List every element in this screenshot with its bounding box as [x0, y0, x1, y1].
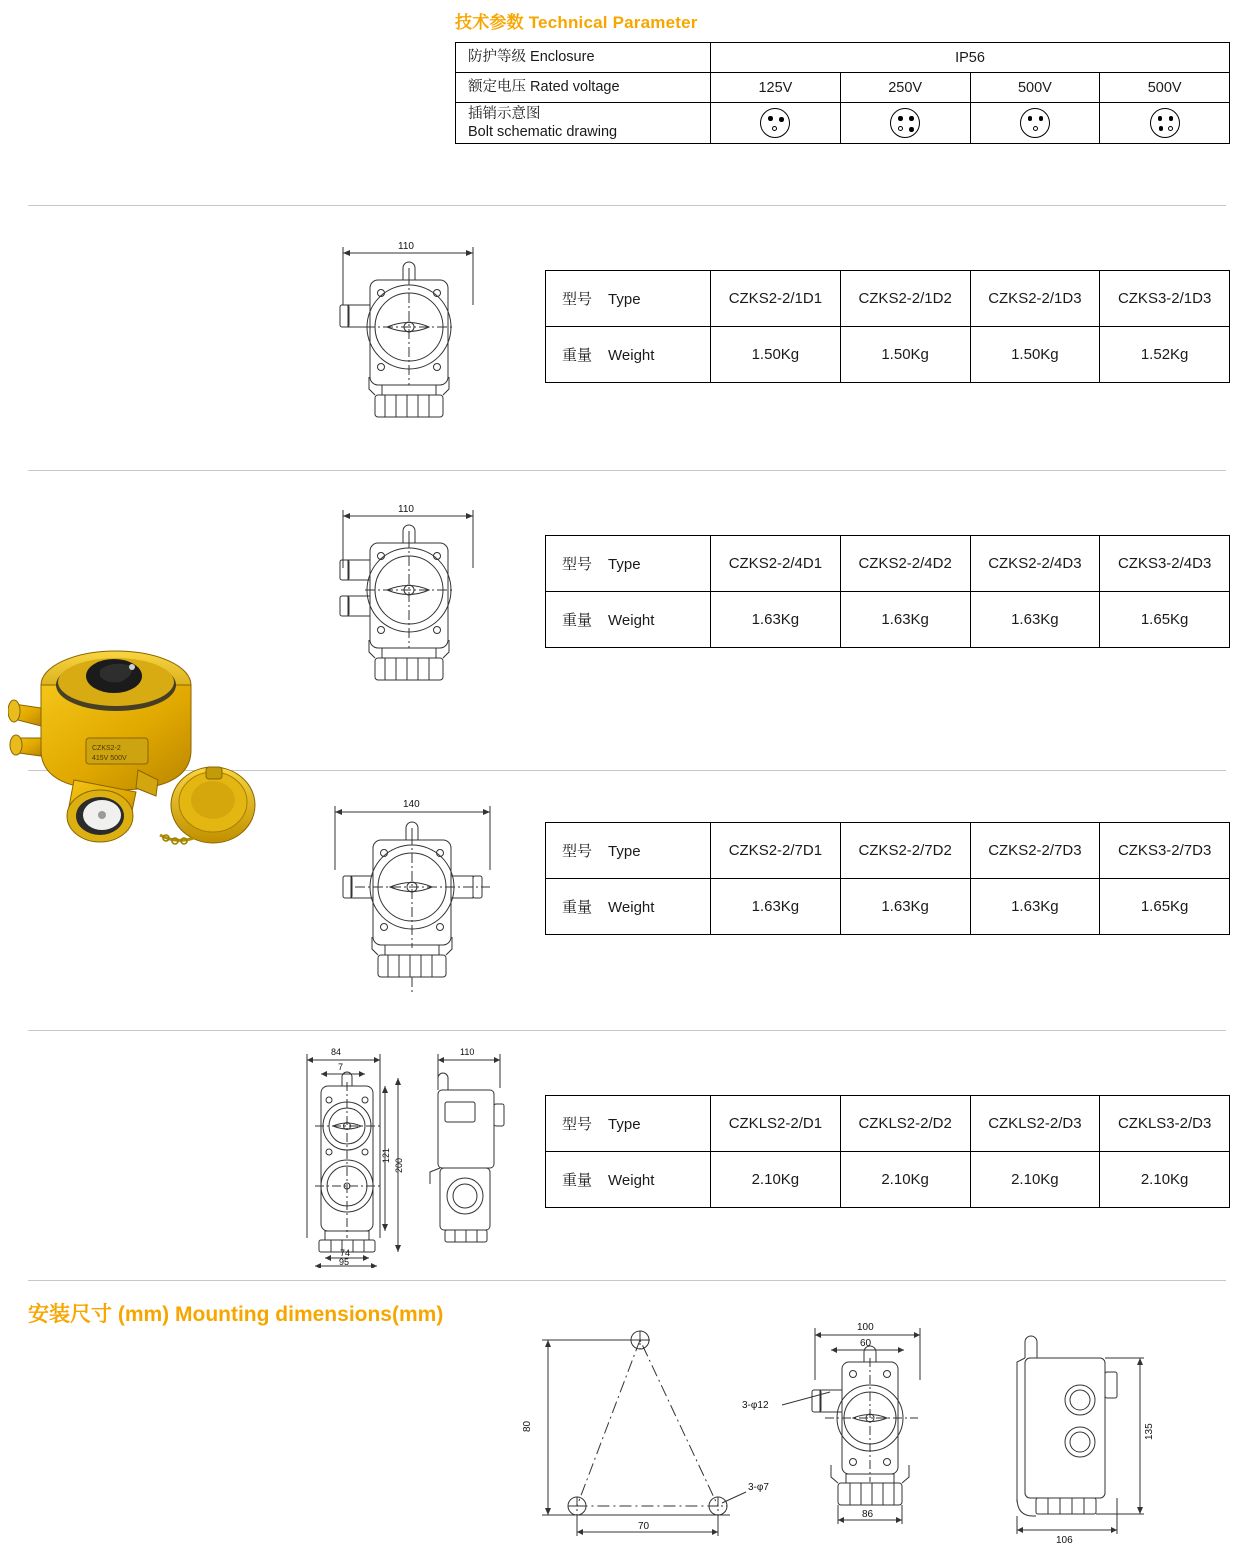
- dimension-label-1: 110: [398, 241, 414, 252]
- type-value: CZKS3-2/7D3: [1100, 823, 1230, 879]
- weight-value: 1.63Kg: [840, 879, 970, 935]
- dim-side-bottom: 106: [1056, 1535, 1073, 1545]
- weight-value: 2.10Kg: [970, 1152, 1100, 1208]
- dimension-label-2: 110: [398, 504, 414, 515]
- type-value: CZKLS2-2/D2: [840, 1096, 970, 1152]
- table-row: [456, 73, 1230, 103]
- dim-hole-note: 3-φ7: [748, 1482, 769, 1493]
- weight-value: 2.10Kg: [711, 1152, 841, 1208]
- type-label-1: 型号 Type: [546, 271, 711, 327]
- weight-value: 2.10Kg: [1100, 1152, 1230, 1208]
- bolt-schematic-cell-3: [970, 103, 1100, 144]
- type-value: CZKS2-2/1D1: [711, 271, 841, 327]
- dim-front-outer: 100: [857, 1322, 874, 1333]
- bolt-schematic-label-en: Bolt schematic drawing: [468, 124, 618, 141]
- type-value: CZKLS3-2/D3: [1100, 1096, 1230, 1152]
- pin-diagram-icon: [1020, 108, 1050, 138]
- weight-value: 1.65Kg: [1100, 879, 1230, 935]
- type-value: CZKS2-2/1D3: [970, 271, 1100, 327]
- enclosure-label: 防护等级 Enclosure: [456, 43, 711, 73]
- weight-label-2: 重量 Weight: [546, 592, 711, 648]
- divider: [28, 470, 1226, 471]
- weight-value: 1.52Kg: [1100, 327, 1230, 383]
- dimension-label-3: 140: [403, 799, 420, 810]
- technical-parameter-table: [455, 42, 1230, 144]
- drawing-block-1: [325, 235, 515, 450]
- table-row: [546, 879, 1230, 935]
- weight-value: 1.50Kg: [840, 327, 970, 383]
- divider: [28, 205, 1226, 206]
- weight-label-3: 重量 Weight: [546, 879, 711, 935]
- table-row: [546, 271, 1230, 327]
- drawing-block-3: [315, 790, 530, 1010]
- dimension-label-7: 7: [338, 1062, 344, 1072]
- type-value: CZKS2-2/7D1: [711, 823, 841, 879]
- type-value: CZKS2-2/1D2: [840, 271, 970, 327]
- rated-voltage-value-3: 500V: [970, 73, 1100, 103]
- mounting-drawings: [520, 1310, 1220, 1545]
- dimension-label-74: 74: [340, 1248, 351, 1258]
- table-row: [546, 536, 1230, 592]
- type-label-4: 型号 Type: [546, 1096, 711, 1152]
- rated-voltage-value-2: 250V: [840, 73, 970, 103]
- dimension-label-121: 121: [381, 1147, 391, 1163]
- pin-diagram-icon: [760, 108, 790, 138]
- dimension-label-95: 95: [339, 1257, 350, 1267]
- table-row: [456, 103, 1230, 144]
- spec-table-2: [545, 535, 1230, 648]
- dim-triangle-height: 80: [522, 1420, 533, 1432]
- dim-front-bottom: 86: [862, 1509, 874, 1520]
- dimension-label-200: 200: [394, 1157, 404, 1173]
- type-value: CZKS2-2/4D3: [970, 536, 1100, 592]
- mounting-dimensions-title: 安装尺寸 (mm) Mounting dimensions(mm): [28, 1303, 444, 1326]
- type-value: CZKS2-2/7D3: [970, 823, 1100, 879]
- dim-front-hole-note: 3-φ12: [742, 1400, 769, 1411]
- weight-value: 1.63Kg: [711, 592, 841, 648]
- type-value: CZKS3-2/1D3: [1100, 271, 1230, 327]
- dim-triangle-base: 70: [638, 1521, 650, 1532]
- type-label-2: 型号 Type: [546, 536, 711, 592]
- bolt-schematic-label-cn: 插销示意图: [468, 106, 541, 122]
- table-row: [546, 1096, 1230, 1152]
- weight-value: 1.63Kg: [970, 592, 1100, 648]
- bolt-schematic-cell-1: [711, 103, 841, 144]
- rated-voltage-value-4: 500V: [1100, 73, 1230, 103]
- pin-diagram-icon: [890, 108, 920, 138]
- dim-front-inner: 60: [860, 1338, 872, 1349]
- weight-label-4: 重量 Weight: [546, 1152, 711, 1208]
- weight-value: 1.65Kg: [1100, 592, 1230, 648]
- type-value: CZKS2-2/4D2: [840, 536, 970, 592]
- weight-value: 2.10Kg: [840, 1152, 970, 1208]
- technical-parameter-title: 技术参数 Technical Parameter: [455, 13, 698, 32]
- spec-table-1: [545, 270, 1230, 383]
- spec-table-3: [545, 822, 1230, 935]
- weight-label-1: 重量 Weight: [546, 327, 711, 383]
- rated-voltage-label: 额定电压 Rated voltage: [456, 73, 711, 103]
- weight-value: 1.63Kg: [970, 879, 1100, 935]
- dim-side-height: 135: [1144, 1423, 1155, 1440]
- table-row: [546, 592, 1230, 648]
- weight-value: 1.63Kg: [840, 592, 970, 648]
- svg-text:CZKS2-2: CZKS2-2: [92, 745, 121, 752]
- svg-text:415V 500V: 415V 500V: [92, 755, 127, 762]
- divider: [28, 1280, 1226, 1281]
- drawing-block-4: [285, 1038, 540, 1268]
- table-row: [546, 1152, 1230, 1208]
- type-value: CZKLS2-2/D3: [970, 1096, 1100, 1152]
- bolt-schematic-cell-4: [1100, 103, 1230, 144]
- rated-voltage-value-1: 125V: [711, 73, 841, 103]
- type-value: CZKS3-2/4D3: [1100, 536, 1230, 592]
- spec-table-4: [545, 1095, 1230, 1208]
- type-value: CZKS2-2/4D1: [711, 536, 841, 592]
- product-photo: [8, 630, 298, 870]
- bolt-schematic-cell-2: [840, 103, 970, 144]
- table-row: [456, 43, 1230, 73]
- type-value: CZKS2-2/7D2: [840, 823, 970, 879]
- dimension-label-84: 84: [331, 1047, 342, 1057]
- weight-value: 1.63Kg: [711, 879, 841, 935]
- weight-value: 1.50Kg: [711, 327, 841, 383]
- table-row: [546, 327, 1230, 383]
- bolt-schematic-label: [456, 103, 711, 144]
- dimension-label-110b: 110: [460, 1047, 475, 1057]
- pin-diagram-icon: [1150, 108, 1180, 138]
- table-row: [546, 823, 1230, 879]
- divider: [28, 1030, 1226, 1031]
- enclosure-value: IP56: [711, 43, 1230, 73]
- type-label-3: 型号 Type: [546, 823, 711, 879]
- drawing-block-2: [325, 498, 515, 713]
- weight-value: 1.50Kg: [970, 327, 1100, 383]
- type-value: CZKLS2-2/D1: [711, 1096, 841, 1152]
